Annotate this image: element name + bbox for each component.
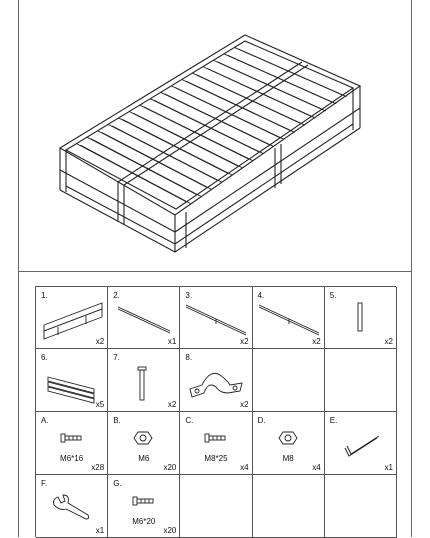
part-spec: M8*25 (204, 454, 228, 463)
part-cell (325, 287, 397, 349)
part-id: 2. (113, 291, 120, 300)
part-cell (36, 475, 108, 538)
section-divider (18, 271, 412, 272)
part-quantity: x2 (312, 337, 321, 346)
part-quantity: x4 (240, 463, 249, 472)
parts-table (35, 286, 396, 537)
slat-line (77, 144, 187, 202)
part-id: 4. (257, 291, 265, 300)
part-id: E. (329, 416, 338, 425)
part-spec: M8 (282, 454, 294, 463)
part-cell (36, 287, 108, 349)
empty-cell (253, 349, 325, 412)
part-spec: M6*20 (132, 517, 156, 526)
part-cell (108, 287, 180, 349)
slat-line (102, 132, 212, 189)
part-id: B. (113, 416, 121, 425)
part-cell (36, 412, 108, 475)
part-id: F. (41, 479, 48, 488)
slat-line (123, 120, 232, 175)
slat-line (112, 126, 222, 182)
part-id: G. (113, 479, 122, 488)
part-cell (108, 412, 180, 475)
part-quantity: x1 (384, 463, 393, 472)
part-cell (253, 287, 325, 349)
part-id: 3. (185, 291, 193, 300)
part-id: 1. (41, 291, 48, 300)
part-quantity: x2 (384, 337, 393, 346)
part-spec: M6 (138, 454, 150, 463)
part-id: C. (185, 416, 194, 425)
part-quantity: x28 (91, 463, 105, 472)
bed-frame-illustration (40, 30, 390, 260)
part-id: 5. (329, 291, 337, 300)
empty-cell (325, 349, 397, 412)
slat-line (165, 94, 274, 147)
part-quantity: x2 (240, 400, 249, 409)
bed-slats (77, 47, 347, 203)
part-cell (253, 412, 325, 475)
part-id: A. (41, 416, 49, 425)
slat-line (175, 87, 284, 139)
part-id: 6. (41, 353, 48, 362)
part-quantity: x2 (240, 337, 249, 346)
part-quantity: x1 (95, 526, 105, 535)
part-spec: M6*16 (60, 454, 84, 463)
part-id: 7. (113, 353, 120, 362)
part-id: 8. (185, 353, 193, 362)
slat-line (154, 100, 263, 153)
empty-cell (180, 475, 252, 538)
slat-line (91, 139, 201, 197)
part-cell (108, 475, 180, 538)
part-id: D. (257, 416, 266, 425)
empty-cell (253, 475, 325, 538)
part-cell (108, 349, 180, 412)
part-cell (36, 349, 108, 412)
part-quantity: x4 (312, 463, 321, 472)
part-quantity: x20 (163, 526, 177, 535)
empty-cell (325, 475, 397, 538)
part-cell (180, 349, 252, 412)
part-quantity: x2 (95, 337, 105, 346)
part-quantity: x1 (167, 337, 177, 346)
part-quantity: x20 (163, 463, 177, 472)
slat-line (186, 81, 295, 132)
part-cell (180, 287, 252, 349)
part-cell (325, 412, 397, 475)
part-cell (180, 412, 252, 475)
part-quantity: x2 (167, 400, 177, 409)
slat-line (81, 145, 191, 203)
slat-line (133, 113, 242, 168)
part-quantity: x5 (95, 400, 105, 409)
slat-line (144, 107, 253, 161)
